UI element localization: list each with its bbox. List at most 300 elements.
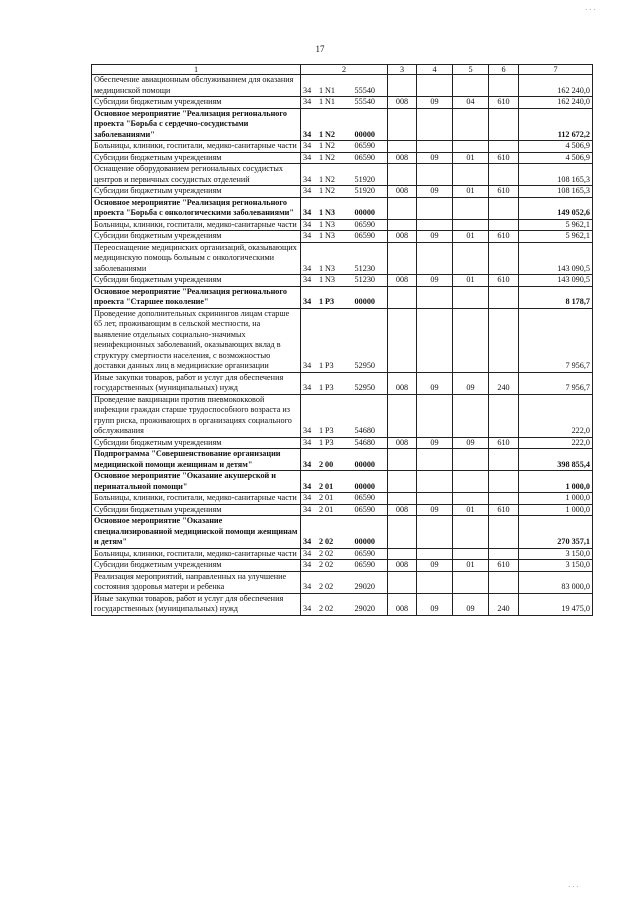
code-program: 34	[303, 493, 312, 502]
row-expense-type: 240	[489, 593, 519, 615]
code-subprogram: 1	[318, 231, 324, 240]
code-direction: 06590	[354, 219, 375, 229]
code-measure: P3	[325, 437, 334, 447]
row-code	[301, 372, 388, 394]
code-direction: 00000	[354, 459, 375, 469]
row-ministry	[388, 394, 417, 437]
column-header: 3	[388, 65, 417, 75]
row-name: Подпрограмма "Совершенствование организации медицинской помощи женщинам и детям"	[92, 449, 301, 471]
row-name: Субсидии бюджетным учреждениям	[92, 231, 301, 243]
row-code	[301, 186, 388, 198]
row-amount: 112 672,2	[519, 108, 593, 141]
row-subsection	[453, 516, 489, 549]
row-section: 09	[417, 504, 453, 516]
row-ministry: 008	[388, 560, 417, 572]
code-measure: 02	[325, 582, 334, 591]
row-expense-type	[489, 108, 519, 141]
code-program: 34	[303, 383, 312, 392]
code-measure: N3	[325, 231, 336, 240]
row-ministry	[388, 219, 417, 231]
row-expense-type	[489, 493, 519, 505]
code-subprogram: 2	[318, 459, 324, 469]
row-subsection	[453, 471, 489, 493]
column-header: 4	[417, 65, 453, 75]
row-name: Субсидии бюджетным учреждениям	[92, 152, 301, 164]
row-name: Больницы, клиники, госпитали, медико-санитарные части	[92, 493, 301, 505]
row-code	[301, 231, 388, 243]
row-section	[417, 516, 453, 549]
row-subsection	[453, 108, 489, 141]
row-section	[417, 242, 453, 275]
table-row	[92, 286, 593, 308]
code-program: 34	[303, 560, 312, 569]
row-subsection	[453, 571, 489, 593]
budget-table	[91, 64, 593, 616]
row-ministry	[388, 197, 417, 219]
code-program: 34	[303, 275, 312, 284]
code-direction: 06590	[354, 231, 375, 240]
row-ministry	[388, 164, 417, 186]
code-direction: 52950	[354, 361, 375, 370]
code-subprogram: 2	[318, 604, 324, 613]
scan-mark: · · ·	[568, 883, 579, 891]
row-code	[301, 141, 388, 153]
row-name: Проведение вакцинации против пневмококковой инфекции граждан старше трудоспособного возраста из групп риска, проживающих в организациях социального обслуживания	[92, 394, 301, 437]
row-ministry	[388, 571, 417, 593]
row-section: 09	[417, 231, 453, 243]
row-code	[301, 593, 388, 615]
row-amount: 3 150,0	[519, 548, 593, 560]
row-expense-type: 240	[489, 372, 519, 394]
row-section: 09	[417, 593, 453, 615]
row-ministry	[388, 108, 417, 141]
table-row	[92, 275, 593, 287]
row-name: Больницы, клиники, госпитали, медико-санитарные части	[92, 219, 301, 231]
code-measure: P3	[325, 426, 334, 435]
code-subprogram: 2	[318, 582, 324, 591]
code-program: 34	[303, 426, 312, 435]
row-section	[417, 219, 453, 231]
row-code	[301, 560, 388, 572]
code-measure: N3	[325, 219, 336, 229]
table-row	[92, 372, 593, 394]
row-expense-type: 610	[489, 560, 519, 572]
code-subprogram: 1	[318, 219, 324, 229]
row-ministry: 008	[388, 372, 417, 394]
row-amount: 1 000,0	[519, 493, 593, 505]
row-amount: 5 962,1	[519, 231, 593, 243]
row-amount: 7 956,7	[519, 372, 593, 394]
code-measure: N2	[325, 152, 336, 162]
row-amount: 3 150,0	[519, 560, 593, 572]
column-header: 5	[453, 65, 489, 75]
row-expense-type	[489, 286, 519, 308]
row-name: Больницы, клиники, госпитали, медико-санитарные части	[92, 548, 301, 560]
code-program: 34	[303, 297, 312, 306]
row-section	[417, 108, 453, 141]
row-amount: 1 000,0	[519, 504, 593, 516]
code-subprogram: 1	[318, 129, 324, 139]
row-section	[417, 493, 453, 505]
row-expense-type: 610	[489, 97, 519, 109]
row-name: Субсидии бюджетным учреждениям	[92, 560, 301, 572]
row-ministry: 008	[388, 504, 417, 516]
row-code	[301, 197, 388, 219]
row-name: Реализация мероприятий, направленных на улучшение состояния здоровья матери и ребенка	[92, 571, 301, 593]
code-measure: N3	[325, 275, 336, 284]
row-section	[417, 164, 453, 186]
table-row	[92, 152, 593, 164]
table-row	[92, 186, 593, 198]
row-expense-type: 610	[489, 437, 519, 449]
code-direction: 06590	[354, 493, 375, 502]
code-direction: 00000	[354, 297, 375, 306]
row-subsection	[453, 242, 489, 275]
row-amount: 8 178,7	[519, 286, 593, 308]
code-subprogram: 1	[318, 275, 324, 284]
row-subsection	[453, 493, 489, 505]
row-name: Субсидии бюджетным учреждениям	[92, 275, 301, 287]
table-row	[92, 231, 593, 243]
row-subsection	[453, 141, 489, 153]
row-ministry: 008	[388, 97, 417, 109]
row-code	[301, 308, 388, 372]
column-header: 7	[519, 65, 593, 75]
code-subprogram: 1	[318, 426, 324, 435]
row-code	[301, 219, 388, 231]
code-direction: 52950	[354, 383, 375, 392]
column-header: 6	[489, 65, 519, 75]
row-subsection	[453, 75, 489, 97]
code-measure: P3	[325, 361, 334, 370]
row-amount: 143 090,5	[519, 275, 593, 287]
row-ministry: 008	[388, 152, 417, 164]
code-subprogram: 1	[318, 186, 324, 195]
code-subprogram: 1	[318, 437, 324, 447]
row-section: 09	[417, 186, 453, 198]
code-measure: P3	[325, 383, 334, 392]
column-header: 1	[92, 65, 301, 75]
code-program: 34	[303, 481, 312, 491]
code-program: 34	[303, 582, 312, 591]
code-program: 34	[303, 437, 312, 447]
code-subprogram: 1	[318, 85, 324, 95]
row-amount: 5 962,1	[519, 219, 593, 231]
code-direction: 00000	[354, 208, 375, 217]
row-name: Переоснащение медицинских организаций, оказывающих медицинскую помощь больным с онкологическими заболеваниями	[92, 242, 301, 275]
code-program: 34	[303, 129, 312, 139]
table-row	[92, 560, 593, 572]
row-expense-type	[489, 449, 519, 471]
row-code	[301, 471, 388, 493]
code-measure: N2	[325, 129, 336, 139]
row-expense-type	[489, 197, 519, 219]
row-expense-type: 610	[489, 152, 519, 164]
row-code	[301, 548, 388, 560]
row-subsection	[453, 308, 489, 372]
code-program: 34	[303, 174, 312, 184]
row-amount: 108 165,3	[519, 164, 593, 186]
row-section: 09	[417, 152, 453, 164]
code-measure: 00	[325, 459, 334, 469]
row-amount: 143 090,5	[519, 242, 593, 275]
row-name: Основное мероприятие "Реализация регионального проекта "Борьба с онкологическими заболеваниями"	[92, 197, 301, 219]
row-subsection: 01	[453, 152, 489, 164]
page-number: 17	[315, 44, 325, 54]
code-subprogram: 1	[318, 141, 324, 150]
row-section	[417, 141, 453, 153]
code-program: 34	[303, 361, 312, 370]
row-subsection: 01	[453, 231, 489, 243]
row-name: Иные закупки товаров, работ и услуг для обеспечения государственных (муниципальных) нужд	[92, 593, 301, 615]
row-name: Проведение дополнительных скринингов лицам старше 65 лет, проживающим в сельской местности, на выявление отдельных социально-значимых неинфекционных заболеваний, оказывающих вклад в структуру смертности населения, с возможностью доставки данных лиц в медицинские организации	[92, 308, 301, 372]
code-program: 34	[303, 219, 312, 229]
table-row	[92, 449, 593, 471]
row-amount: 7 956,7	[519, 308, 593, 372]
row-ministry: 008	[388, 231, 417, 243]
row-name: Основное мероприятие "Оказание акушерской и перинатальной помощи"	[92, 471, 301, 493]
row-code	[301, 286, 388, 308]
code-direction: 06590	[354, 141, 375, 150]
row-ministry	[388, 242, 417, 275]
row-amount: 4 506,9	[519, 152, 593, 164]
code-subprogram: 1	[318, 152, 324, 162]
row-name: Субсидии бюджетным учреждениям	[92, 186, 301, 198]
code-direction: 06590	[354, 504, 375, 514]
row-subsection	[453, 449, 489, 471]
table-row	[92, 75, 593, 97]
table-row	[92, 504, 593, 516]
code-measure: 01	[325, 493, 334, 502]
code-direction: 54680	[354, 426, 375, 435]
code-direction: 54680	[354, 437, 375, 447]
code-program: 34	[303, 537, 312, 546]
row-code	[301, 152, 388, 164]
column-header: 2	[301, 65, 388, 75]
row-section: 09	[417, 97, 453, 109]
code-subprogram: 1	[318, 263, 324, 273]
row-ministry: 008	[388, 275, 417, 287]
row-expense-type	[489, 164, 519, 186]
row-subsection: 09	[453, 437, 489, 449]
row-code	[301, 242, 388, 275]
row-section	[417, 471, 453, 493]
table-row	[92, 471, 593, 493]
row-code	[301, 275, 388, 287]
table-row	[92, 548, 593, 560]
row-code	[301, 108, 388, 141]
row-code	[301, 504, 388, 516]
row-section: 09	[417, 560, 453, 572]
code-program: 34	[303, 263, 312, 273]
row-subsection	[453, 286, 489, 308]
row-subsection: 09	[453, 372, 489, 394]
row-expense-type	[489, 394, 519, 437]
row-subsection: 01	[453, 504, 489, 516]
row-code	[301, 164, 388, 186]
code-direction: 06590	[354, 548, 375, 558]
code-program: 34	[303, 141, 312, 150]
table-row	[92, 108, 593, 141]
row-ministry: 008	[388, 186, 417, 198]
row-ministry	[388, 75, 417, 97]
table-row	[92, 164, 593, 186]
row-code	[301, 493, 388, 505]
code-measure: N2	[325, 174, 336, 184]
table-body	[92, 75, 593, 616]
code-direction: 00000	[354, 481, 375, 491]
code-direction: 51230	[354, 263, 375, 273]
row-section	[417, 394, 453, 437]
row-expense-type	[489, 308, 519, 372]
row-name: Субсидии бюджетным учреждениям	[92, 97, 301, 109]
row-code	[301, 437, 388, 449]
code-subprogram: 2	[318, 481, 324, 491]
row-code	[301, 97, 388, 109]
row-section	[417, 571, 453, 593]
row-section	[417, 197, 453, 219]
row-section	[417, 548, 453, 560]
code-subprogram: 1	[318, 383, 324, 392]
row-amount: 162 240,0	[519, 97, 593, 109]
row-expense-type	[489, 219, 519, 231]
table-row	[92, 242, 593, 275]
code-measure: 01	[325, 504, 334, 514]
row-expense-type	[489, 242, 519, 275]
row-ministry: 008	[388, 593, 417, 615]
row-amount: 149 052,6	[519, 197, 593, 219]
row-name: Основное мероприятие "Реализация регионального проекта "Борьба с сердечно-сосудистыми заболеваниями"	[92, 108, 301, 141]
table-row	[92, 308, 593, 372]
code-program: 34	[303, 504, 312, 514]
row-section: 09	[417, 372, 453, 394]
code-program: 34	[303, 548, 312, 558]
row-name: Основное мероприятие "Оказание специализированной медицинской помощи женщинам и детям"	[92, 516, 301, 549]
row-subsection: 04	[453, 97, 489, 109]
code-measure: 02	[325, 537, 334, 546]
table-row	[92, 593, 593, 615]
row-section	[417, 449, 453, 471]
code-measure: N3	[325, 263, 336, 273]
row-ministry	[388, 308, 417, 372]
row-expense-type: 610	[489, 504, 519, 516]
row-amount: 1 000,0	[519, 471, 593, 493]
code-direction: 55540	[354, 97, 375, 106]
row-code	[301, 449, 388, 471]
table-row	[92, 493, 593, 505]
row-amount: 108 165,3	[519, 186, 593, 198]
code-measure: N1	[325, 85, 336, 95]
code-program: 34	[303, 459, 312, 469]
code-direction: 55540	[354, 85, 375, 95]
code-direction: 00000	[354, 129, 375, 139]
table-row	[92, 141, 593, 153]
code-program: 34	[303, 208, 312, 217]
row-amount: 4 506,9	[519, 141, 593, 153]
row-name: Иные закупки товаров, работ и услуг для обеспечения государственных (муниципальных) нужд	[92, 372, 301, 394]
code-measure: N3	[325, 208, 336, 217]
table-row	[92, 394, 593, 437]
code-measure: N1	[325, 97, 336, 106]
code-program: 34	[303, 604, 312, 613]
row-subsection: 01	[453, 560, 489, 572]
row-expense-type	[489, 75, 519, 97]
code-direction: 06590	[354, 152, 375, 162]
code-subprogram: 2	[318, 560, 324, 569]
row-expense-type	[489, 141, 519, 153]
table-row	[92, 197, 593, 219]
code-direction: 51230	[354, 275, 375, 284]
header-row	[92, 65, 593, 75]
row-expense-type: 610	[489, 186, 519, 198]
row-subsection	[453, 394, 489, 437]
row-subsection	[453, 219, 489, 231]
code-direction: 51920	[354, 174, 375, 184]
code-subprogram: 1	[318, 97, 324, 106]
row-ministry	[388, 449, 417, 471]
row-section	[417, 286, 453, 308]
table-row	[92, 516, 593, 549]
code-subprogram: 2	[318, 493, 324, 502]
row-expense-type	[489, 548, 519, 560]
row-section	[417, 308, 453, 372]
row-amount: 162 240,0	[519, 75, 593, 97]
row-code	[301, 394, 388, 437]
row-section: 09	[417, 275, 453, 287]
row-ministry	[388, 141, 417, 153]
table-row	[92, 437, 593, 449]
row-ministry	[388, 286, 417, 308]
row-name: Оснащение оборудованием региональных сосудистых центров и первичных сосудистых отделений	[92, 164, 301, 186]
row-amount: 270 357,1	[519, 516, 593, 549]
row-amount: 83 000,0	[519, 571, 593, 593]
row-subsection	[453, 197, 489, 219]
code-subprogram: 1	[318, 361, 324, 370]
row-ministry	[388, 493, 417, 505]
row-ministry: 008	[388, 437, 417, 449]
row-subsection: 09	[453, 593, 489, 615]
code-direction: 29020	[354, 604, 375, 613]
table-row	[92, 219, 593, 231]
code-program: 34	[303, 152, 312, 162]
row-section: 09	[417, 437, 453, 449]
table-row	[92, 97, 593, 109]
row-subsection: 01	[453, 275, 489, 287]
code-program: 34	[303, 85, 312, 95]
row-name: Обеспечение авиационным обслуживанием для оказания медицинской помощи	[92, 75, 301, 97]
row-name: Субсидии бюджетным учреждениям	[92, 504, 301, 516]
code-direction: 29020	[354, 582, 375, 591]
code-subprogram: 1	[318, 208, 324, 217]
row-amount: 222,0	[519, 394, 593, 437]
row-name: Больницы, клиники, госпитали, медико-санитарные части	[92, 141, 301, 153]
row-name: Основное мероприятие "Реализация регионального проекта "Старшее поколение"	[92, 286, 301, 308]
row-subsection: 01	[453, 186, 489, 198]
code-measure: 02	[325, 548, 334, 558]
row-code	[301, 75, 388, 97]
code-measure: 02	[325, 604, 334, 613]
row-expense-type: 610	[489, 231, 519, 243]
row-ministry	[388, 548, 417, 560]
row-expense-type	[489, 571, 519, 593]
code-subprogram: 2	[318, 504, 324, 514]
code-measure: N2	[325, 141, 336, 150]
row-expense-type	[489, 471, 519, 493]
code-direction: 00000	[354, 537, 375, 546]
code-subprogram: 2	[318, 537, 324, 546]
row-subsection	[453, 548, 489, 560]
row-ministry	[388, 471, 417, 493]
